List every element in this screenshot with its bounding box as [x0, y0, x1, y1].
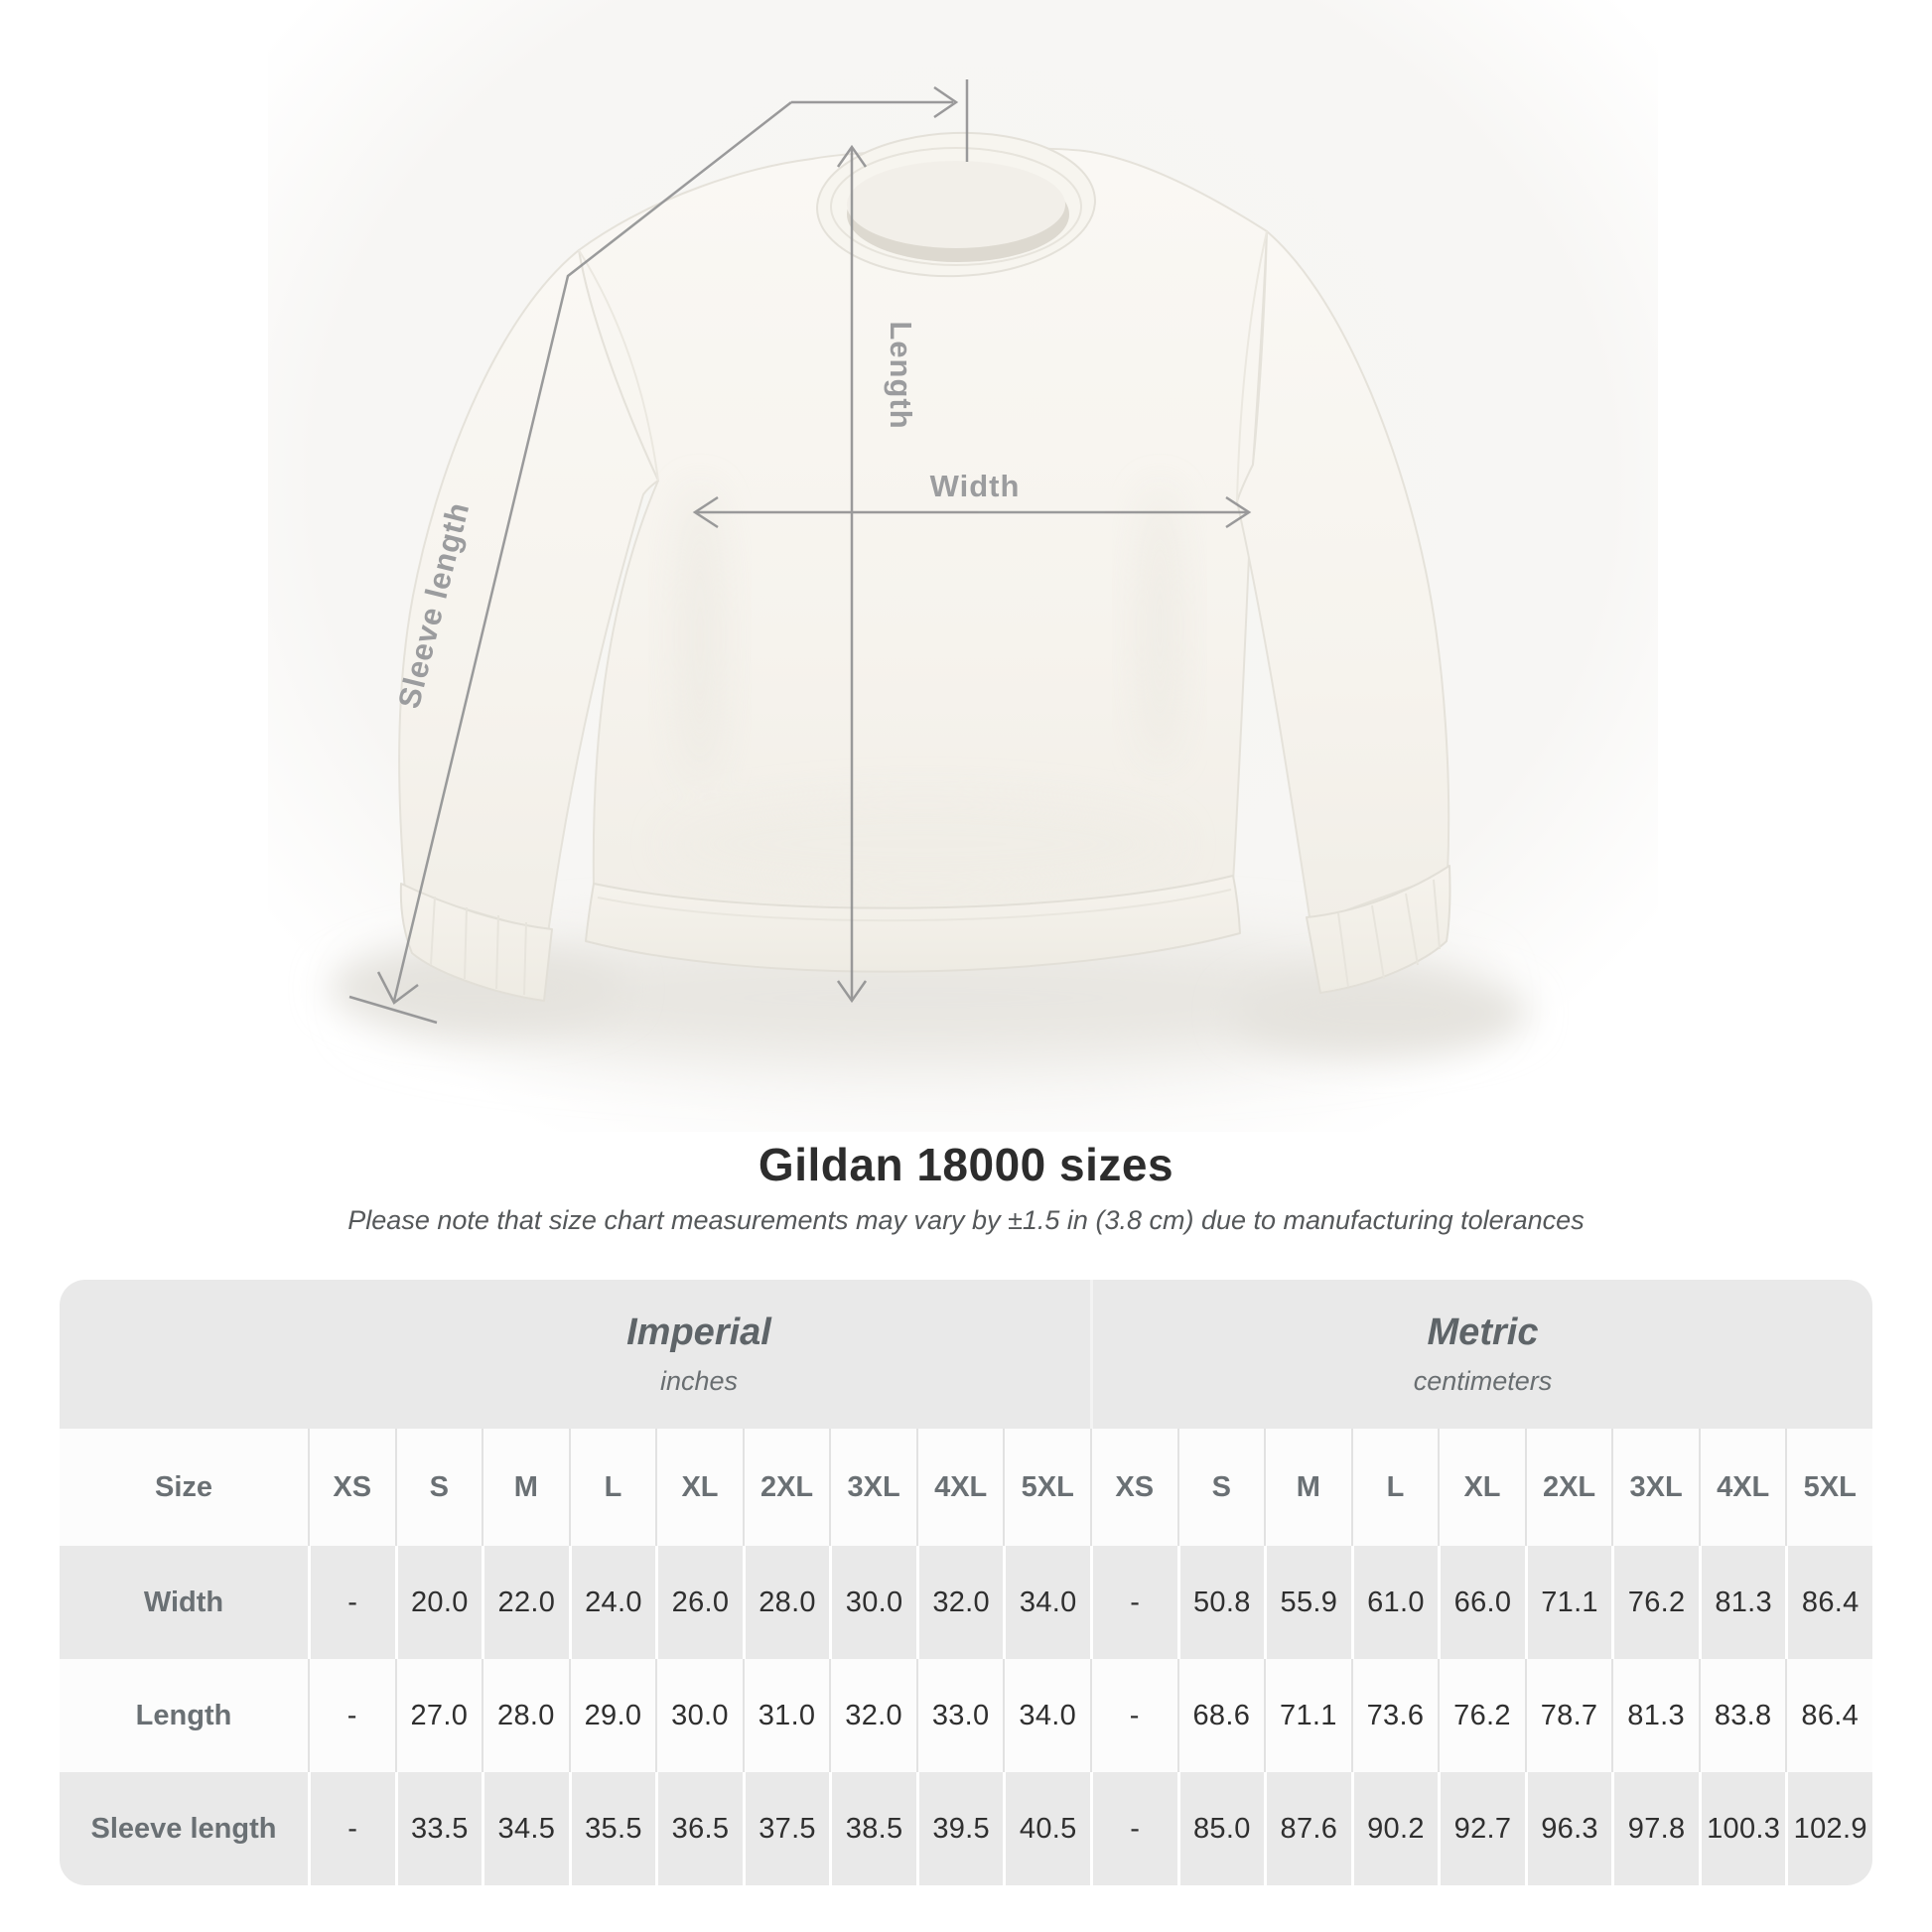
row-label: Width — [143, 1586, 224, 1618]
table-cell: 38.5 — [829, 1772, 916, 1885]
metric-header — [1090, 1280, 1872, 1429]
table-cell: - — [1090, 1772, 1177, 1885]
table-cell: 86.4 — [1785, 1659, 1872, 1772]
table-cell: 81.3 — [1611, 1659, 1699, 1772]
table-cell: 27.0 — [395, 1659, 483, 1772]
size-col-header: 4XL — [1699, 1429, 1786, 1546]
table-cell: 90.2 — [1351, 1772, 1439, 1885]
table-cell: 61.0 — [1351, 1546, 1439, 1659]
table-cell: 85.0 — [1177, 1772, 1265, 1885]
size-col-header: 5XL — [1003, 1429, 1090, 1546]
table-cell: 28.0 — [482, 1659, 569, 1772]
table-cell: 40.5 — [1003, 1772, 1090, 1885]
size-col-header: XL — [655, 1429, 743, 1546]
title-block — [0, 1138, 1932, 1236]
table-cell: 96.3 — [1525, 1772, 1612, 1885]
size-col-header: XL — [1438, 1429, 1525, 1546]
table-cell: - — [308, 1659, 395, 1772]
table-cell: 50.8 — [1177, 1546, 1265, 1659]
row-label: Length — [135, 1699, 232, 1731]
size-col-header: L — [569, 1429, 656, 1546]
table-cell: 26.0 — [655, 1546, 743, 1659]
table-cell: 83.8 — [1699, 1659, 1786, 1772]
imperial-header — [308, 1280, 1090, 1429]
unit-header-row — [60, 1280, 1872, 1429]
table-cell: 76.2 — [1611, 1546, 1699, 1659]
table-cell: 33.5 — [395, 1772, 483, 1885]
table-cell: 87.6 — [1264, 1772, 1351, 1885]
table-cell: - — [1090, 1546, 1177, 1659]
size-col-header: M — [482, 1429, 569, 1546]
size-col-header: 4XL — [916, 1429, 1004, 1546]
size-col-header: XS — [1090, 1429, 1177, 1546]
table-cell: 37.5 — [743, 1772, 830, 1885]
size-col-header: L — [1351, 1429, 1439, 1546]
table-cell: 32.0 — [916, 1546, 1004, 1659]
table-row-width — [60, 1546, 1872, 1659]
table-cell: 71.1 — [1264, 1659, 1351, 1772]
page-title: Gildan 18000 sizes — [758, 1139, 1174, 1190]
tolerance-note: Please note that size chart measurements may vary by ±1.5 in (3.8 cm) due to manufacturing tolerances — [347, 1205, 1585, 1235]
table-cell: - — [308, 1546, 395, 1659]
table-row-length — [60, 1659, 1872, 1772]
imperial-label: Imperial — [626, 1311, 771, 1353]
size-header-label: Size — [154, 1470, 213, 1503]
table-cell: 76.2 — [1438, 1659, 1525, 1772]
row-label: Sleeve length — [90, 1812, 277, 1845]
table-cell: 102.9 — [1785, 1772, 1872, 1885]
size-header-row — [60, 1429, 1872, 1546]
sleeve-length-label: Sleeve length — [391, 497, 477, 712]
table-cell: 33.0 — [916, 1659, 1004, 1772]
table-cell: 86.4 — [1785, 1546, 1872, 1659]
table-cell: 30.0 — [655, 1659, 743, 1772]
size-col-header: 5XL — [1785, 1429, 1872, 1546]
table-cell: - — [1090, 1659, 1177, 1772]
table-cell: 28.0 — [743, 1546, 830, 1659]
width-label: Width — [929, 469, 1021, 503]
table-cell: 73.6 — [1351, 1659, 1439, 1772]
table-cell: 34.0 — [1003, 1546, 1090, 1659]
table-cell: 92.7 — [1438, 1772, 1525, 1885]
table-cell: 24.0 — [569, 1546, 656, 1659]
size-col-header: S — [395, 1429, 483, 1546]
unit-header-spacer — [60, 1280, 308, 1429]
table-cell: 68.6 — [1177, 1659, 1265, 1772]
metric-label: Metric — [1427, 1311, 1539, 1353]
table-cell: 22.0 — [482, 1546, 569, 1659]
table-cell: 20.0 — [395, 1546, 483, 1659]
table-cell: 39.5 — [916, 1772, 1004, 1885]
table-cell: 34.5 — [482, 1772, 569, 1885]
size-col-header: 2XL — [1525, 1429, 1612, 1546]
size-col-header: S — [1177, 1429, 1265, 1546]
table-cell: 29.0 — [569, 1659, 656, 1772]
table-cell: 31.0 — [743, 1659, 830, 1772]
table-cell: 78.7 — [1525, 1659, 1612, 1772]
table-cell: 36.5 — [655, 1772, 743, 1885]
size-col-header: M — [1264, 1429, 1351, 1546]
table-row-sleeve-length — [60, 1772, 1872, 1885]
table-cell: 66.0 — [1438, 1546, 1525, 1659]
table-cell: 81.3 — [1699, 1546, 1786, 1659]
metric-unit: centimeters — [1413, 1366, 1553, 1396]
table-cell: 34.0 — [1003, 1659, 1090, 1772]
table-cell: 35.5 — [569, 1772, 656, 1885]
table-cell: 32.0 — [829, 1659, 916, 1772]
size-col-header: 3XL — [829, 1429, 916, 1546]
imperial-unit: inches — [659, 1366, 739, 1396]
size-col-header: 2XL — [743, 1429, 830, 1546]
table-cell: 71.1 — [1525, 1546, 1612, 1659]
table-cell: 30.0 — [829, 1546, 916, 1659]
size-col-header: 3XL — [1611, 1429, 1699, 1546]
size-table — [60, 1280, 1872, 1885]
table-cell: 100.3 — [1699, 1772, 1786, 1885]
table-cell: - — [308, 1772, 395, 1885]
table-cell: 97.8 — [1611, 1772, 1699, 1885]
size-col-header: XS — [308, 1429, 395, 1546]
length-label: Length — [884, 321, 918, 430]
table-cell: 55.9 — [1264, 1546, 1351, 1659]
